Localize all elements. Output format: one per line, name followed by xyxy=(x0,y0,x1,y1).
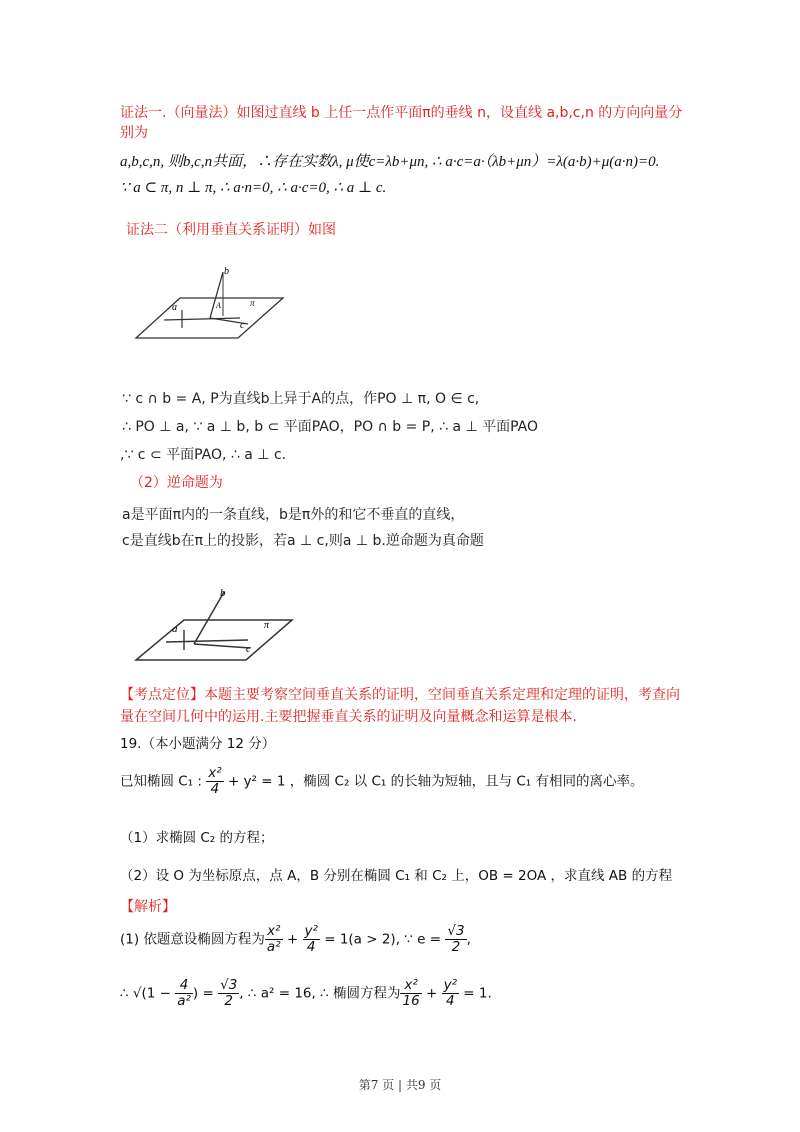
sol-l2-f3d: 16 xyxy=(402,992,420,1009)
part2-line2: c是直线b在π上的投影，若a ⊥ c,则a ⊥ b.逆命题为真命题 xyxy=(122,533,484,549)
solution-line2 xyxy=(120,978,492,1009)
sol-l2-frac4 xyxy=(442,978,459,1009)
sol-l2-f2d: 2 xyxy=(224,992,233,1009)
proof2-title: 证法二（利用垂直关系证明）如图 xyxy=(126,222,336,238)
sol-l2-frac3 xyxy=(400,978,421,1009)
sol-l2-frac2 xyxy=(218,978,239,1009)
sol-l2-e: = 1. xyxy=(458,985,492,1002)
q19-header: 19.（本小题满分 12 分） xyxy=(120,736,276,752)
proof2-line3: ,∵ c ⊂ 平面PAO, ∴ a ⊥ c. xyxy=(120,447,287,463)
fig2-label-a: a xyxy=(172,623,178,635)
sol-l1-f3d: 2 xyxy=(451,938,461,955)
sol-l1-f1d: a² xyxy=(266,938,281,955)
fig2-label-pi: π xyxy=(264,620,270,631)
proof2-line1: ∵ c ∩ b = A, P为直线b上异于A的点，作PO ⊥ π, O ∈ c, xyxy=(122,391,480,407)
sol-l2-f4n: y² xyxy=(443,977,457,993)
figure-1-plane-diagram xyxy=(128,266,288,348)
sol-l2-f3n: x² xyxy=(400,978,421,994)
part2-title: （2）逆命题为 xyxy=(130,475,223,491)
page-footer: 第7 页 | 共9 页 xyxy=(358,1078,442,1092)
fig1-label-pi: π xyxy=(250,298,255,308)
sol-l1-f1n: x² xyxy=(265,924,283,940)
sol-l2-f4d: 4 xyxy=(445,992,455,1009)
sol-l1-frac3 xyxy=(445,924,466,955)
sol-l2-d: + xyxy=(421,985,442,1002)
sol-l2-f2n: √3 xyxy=(220,977,238,993)
sol-l2-b: ) = xyxy=(192,985,219,1002)
q19-stem xyxy=(120,766,644,797)
sol-l1-frac2 xyxy=(303,924,320,955)
sol-l1-a: (1) 依题意设椭圆方程为 xyxy=(120,931,265,948)
proof1-line1: 证法一.（向量法）如图过直线 b 上任一点作平面π的垂线 n，设直线 a,b,c,n 的方向向量分 xyxy=(120,105,683,121)
sol-l1-f3n: √3 xyxy=(447,923,465,939)
q19-sub1: （1）求椭圆 C₂ 的方程； xyxy=(120,830,274,846)
sol-l1-frac1 xyxy=(265,924,283,955)
q19-frac-den: 4 xyxy=(210,780,220,797)
kaodian-line1: 【考点定位】本题主要考察空间垂直关系的证明，空间垂直关系定理和定理的证明，考查向 xyxy=(120,687,680,703)
sol-l1-f2n: y² xyxy=(304,923,318,939)
fig2-label-c: c xyxy=(246,643,251,655)
q19-stem-b: + y² = 1 ，椭圆 C₂ 以 C₁ 的长轴为短轴，且与 C₁ 有相同的离心率。 xyxy=(223,773,644,790)
q19-frac-num: x² xyxy=(208,765,222,781)
q19-stem-fraction xyxy=(206,766,223,797)
solution-line1 xyxy=(120,924,471,955)
sol-l2-frac1 xyxy=(175,978,193,1009)
sol-l1-c: = 1(a > 2), ∵ e = xyxy=(319,931,446,948)
figure-2-plane-diagram xyxy=(128,584,298,670)
sol-l2-f1d: a² xyxy=(177,992,191,1009)
sol-l2-c: , ∴ a² = 16, ∴ 椭圆方程为 xyxy=(239,985,401,1002)
sol-l2-a: ∴ √(1 − xyxy=(120,985,176,1002)
kaodian-line2: 量在空间几何中的运用.主要把握垂直关系的证明及向量概念和运算是根本. xyxy=(120,709,577,725)
solution-title: 【解析】 xyxy=(120,899,176,915)
fig1-label-b: b xyxy=(224,266,229,277)
sol-l1-d: , xyxy=(466,931,471,948)
fig2-label-b: b xyxy=(220,587,226,599)
sol-l1-f2d: 4 xyxy=(306,938,316,955)
sol-l1-b: + xyxy=(282,931,303,948)
sol-l2-f1n: 4 xyxy=(175,978,193,994)
q19-stem-a: 已知椭圆 C₁ : xyxy=(120,773,207,790)
fig1-label-c: c xyxy=(240,320,245,331)
proof1-line4: ∵ a ⊂ π, n ⊥ π, ∴ a·n=0, ∴ a·c=0, ∴ a ⊥ c. xyxy=(120,180,387,196)
proof2-line2: ∴ PO ⊥ a, ∵ a ⊥ b, b ⊂ 平面PAO，PO ∩ b = P, ∴ a ⊥ 平面PAO xyxy=(122,419,539,435)
q19-sub2: （2）设 O 为坐标原点，点 A，B 分别在椭圆 C₁ 和 C₂ 上，OB = 2OA ，求直线 AB 的方程 xyxy=(120,868,673,884)
part2-line1: a是平面π内的一条直线，b是π外的和它不垂直的直线， xyxy=(122,507,465,523)
fig1-label-A: A xyxy=(216,301,221,310)
proof1-line2: 别为 xyxy=(120,125,148,141)
fig1-label-a: a xyxy=(172,302,177,313)
proof1-line3: a,b,c,n, 则b,c,n共面，∴存在实数λ, μ使c=λb+μn, ∴ a·c=a·（λb+μn）=λ(a·b)+μ(a·n)=0. xyxy=(120,154,660,170)
